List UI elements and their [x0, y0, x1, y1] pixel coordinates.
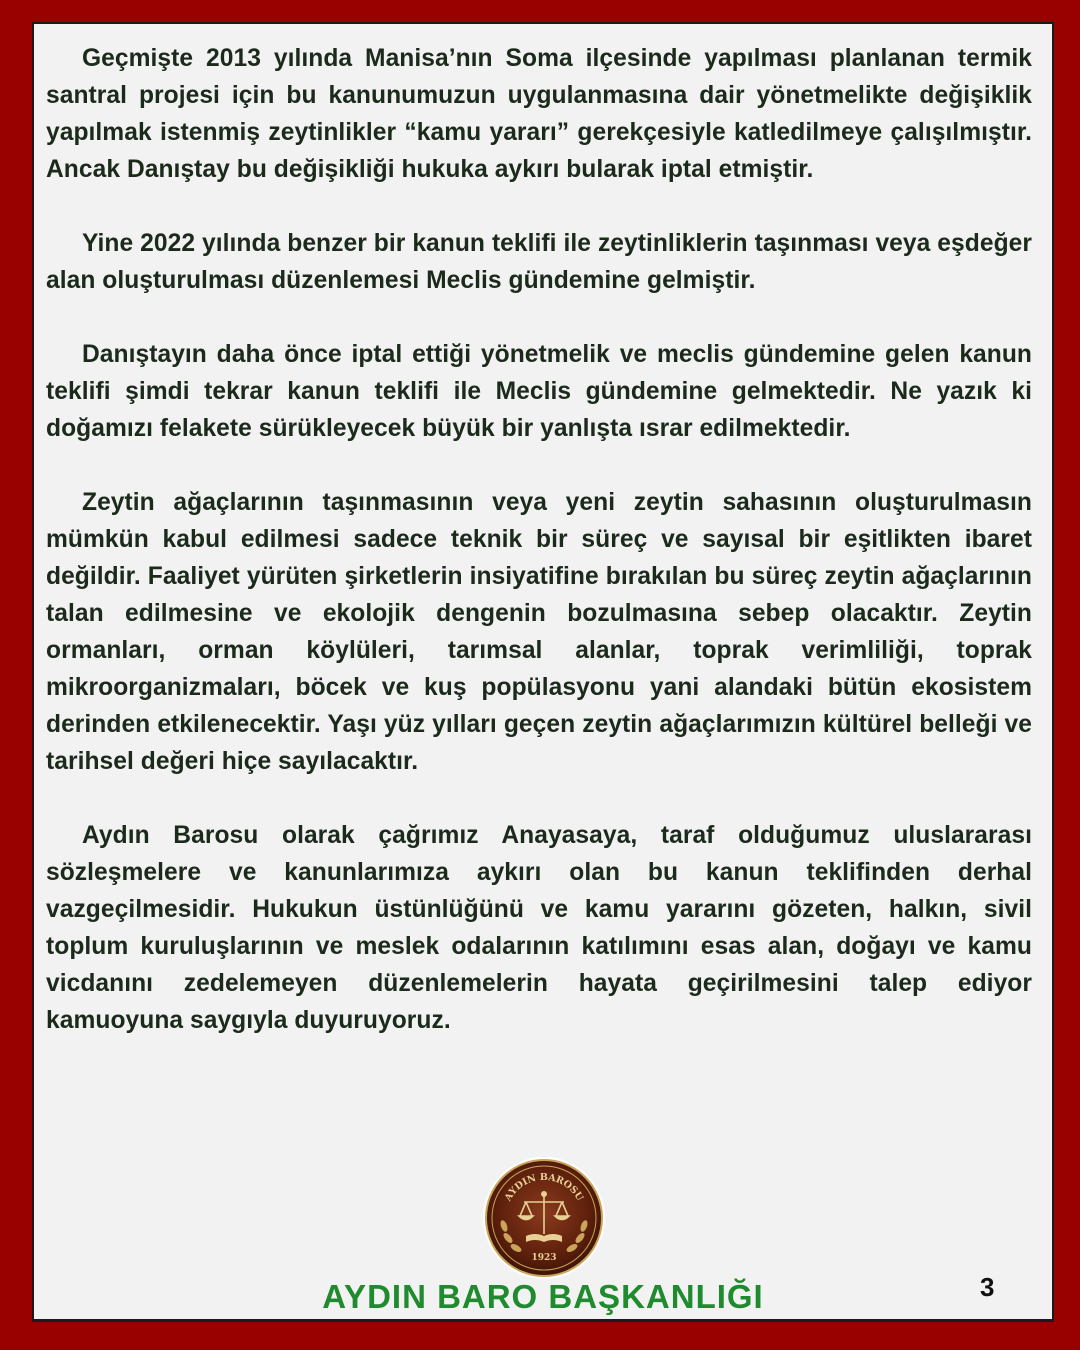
seal-top-text: AYDIN BAROSU — [502, 1171, 586, 1204]
document-page — [32, 22, 1054, 1322]
statement-body — [46, 40, 1032, 1076]
paragraph-3: Danıştayın daha önce iptal ettiği yönetmelik ve meclis gündemine gelen kanun teklifi şimdi tekrar kanun teklifi ile Meclis gündemine gelmektedir. Ne yazık ki doğamızı felakete sürükleyecek büyük bir yanlışta ısrar edilmektedir. — [46, 341, 1032, 442]
paragraph-4: Zeytin ağaçlarının taşınmasının veya yeni zeytin sahasının oluşturulmasın mümkün kabul edilmesi sadece teknik bir süreç ve sayısal bir eşitlikten ibaret değildir. Faaliyet yürüten şirketlerin insiyatifine bırakılan bu süreç zeytin ağaçlarının talan edilmesine ve ekolojik dengenin bozulmasına sebep olacaktır. Zeytin ormanları, orman köylüleri, tarımsal alanlar, toprak verimliliği, toprak mikroorganizmaları, böcek ve kuş popülasyonu yani alandaki bütün ekosistem derinden etkilenecektir. Yaşı yüz yılları geçen zeytin ağaçlarımızın kültürel belleği ve tarihsel değeri hiçe sayılacaktır. — [46, 489, 1032, 775]
seal-year: 1923 — [531, 1253, 557, 1263]
page-number: 3 — [980, 1272, 995, 1302]
paragraph-2: Yine 2022 yılında benzer bir kanun teklifi ile zeytinliklerin taşınması veya eşdeğer alan oluşturulması düzenlemesi Meclis gündemine gelmiştir. — [46, 230, 1032, 294]
paragraph-1: Geçmişte 2013 yılında Manisa’nın Soma ilçesinde yapılması planlanan termik santral projesi için bu kanunumuzun uygulanmasına dair yönetmelikte değişiklik yapılmak istenmiş zeytinlikler “kamu yararı” gerekçesiyle katledilmeye çalışılmıştır. Ancak Danıştay bu değişikliği hukuka aykırı bularak iptal etmiştir. — [46, 45, 1032, 183]
signature-title: AYDIN BARO BAŞKANLIĞI — [322, 1278, 764, 1315]
paragraph-5: Aydın Barosu olarak çağrımız Anayasaya, taraf olduğumuz uluslararası sözleşmelere ve kanunlarımıza aykırı olan bu kanun teklifinden derhal vazgeçilmesidir. Hukukun üstünlüğünü ve kamu yararını gözeten, halkın, sivil toplum kuruluşlarının ve meslek odalarının katılımını esas alan, doğayı ve kamu vicdanını zedelemeyen düzenlemelerin hayata geçirilmesini talep ediyor kamuoyuna saygıyla duyuruyoruz. — [46, 822, 1032, 1034]
bar-association-seal — [482, 1156, 606, 1280]
